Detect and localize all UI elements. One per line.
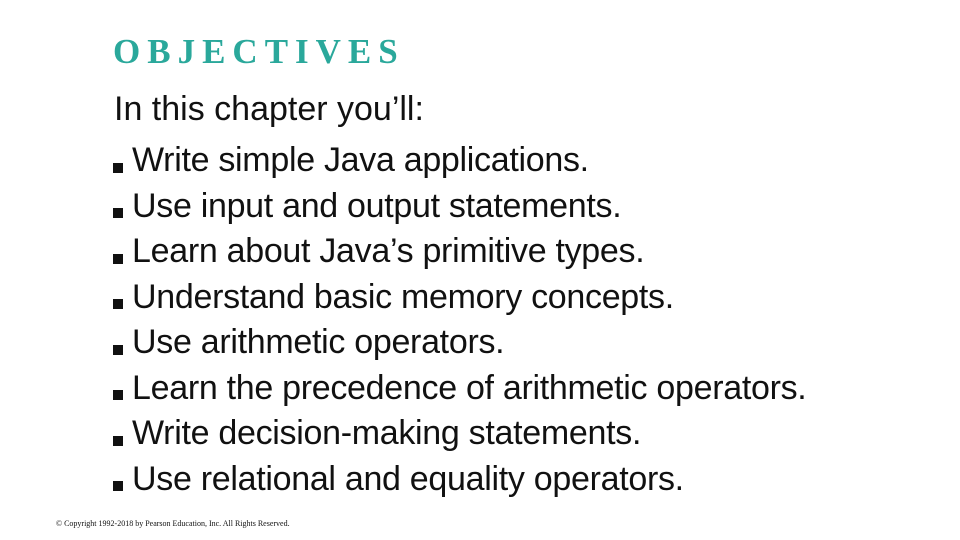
objective-text: Write simple Java applications. bbox=[132, 141, 589, 180]
objective-item bbox=[113, 320, 806, 366]
square-bullet-icon bbox=[113, 390, 123, 400]
objective-item bbox=[113, 366, 806, 412]
objective-text: Understand basic memory concepts. bbox=[132, 277, 674, 316]
chapter-intro: In this chapter you’ll: bbox=[114, 90, 424, 128]
objective-item bbox=[113, 275, 806, 321]
square-bullet-icon bbox=[113, 254, 123, 264]
objective-item bbox=[113, 184, 806, 230]
square-bullet-icon bbox=[113, 436, 123, 446]
copyright-footer: © Copyright 1992-2018 by Pearson Education, Inc. All Rights Reserved. bbox=[56, 519, 290, 528]
objective-item bbox=[113, 229, 806, 275]
objective-item bbox=[113, 138, 806, 184]
square-bullet-icon bbox=[113, 163, 123, 173]
objective-item bbox=[113, 457, 806, 503]
objective-text: Use arithmetic operators. bbox=[132, 323, 505, 362]
objective-text: Use input and output statements. bbox=[132, 186, 622, 225]
square-bullet-icon bbox=[113, 208, 123, 218]
objectives-list bbox=[113, 138, 806, 502]
objective-item bbox=[113, 411, 806, 457]
objective-text: Write decision-making statements. bbox=[132, 414, 642, 453]
slide-heading: OBJECTIVES bbox=[113, 32, 405, 71]
square-bullet-icon bbox=[113, 345, 123, 355]
objective-text: Use relational and equality operators. bbox=[132, 459, 684, 498]
objective-text: Learn about Java’s primitive types. bbox=[132, 232, 645, 271]
square-bullet-icon bbox=[113, 481, 123, 491]
objective-text: Learn the precedence of arithmetic operators. bbox=[132, 368, 807, 407]
square-bullet-icon bbox=[113, 299, 123, 309]
